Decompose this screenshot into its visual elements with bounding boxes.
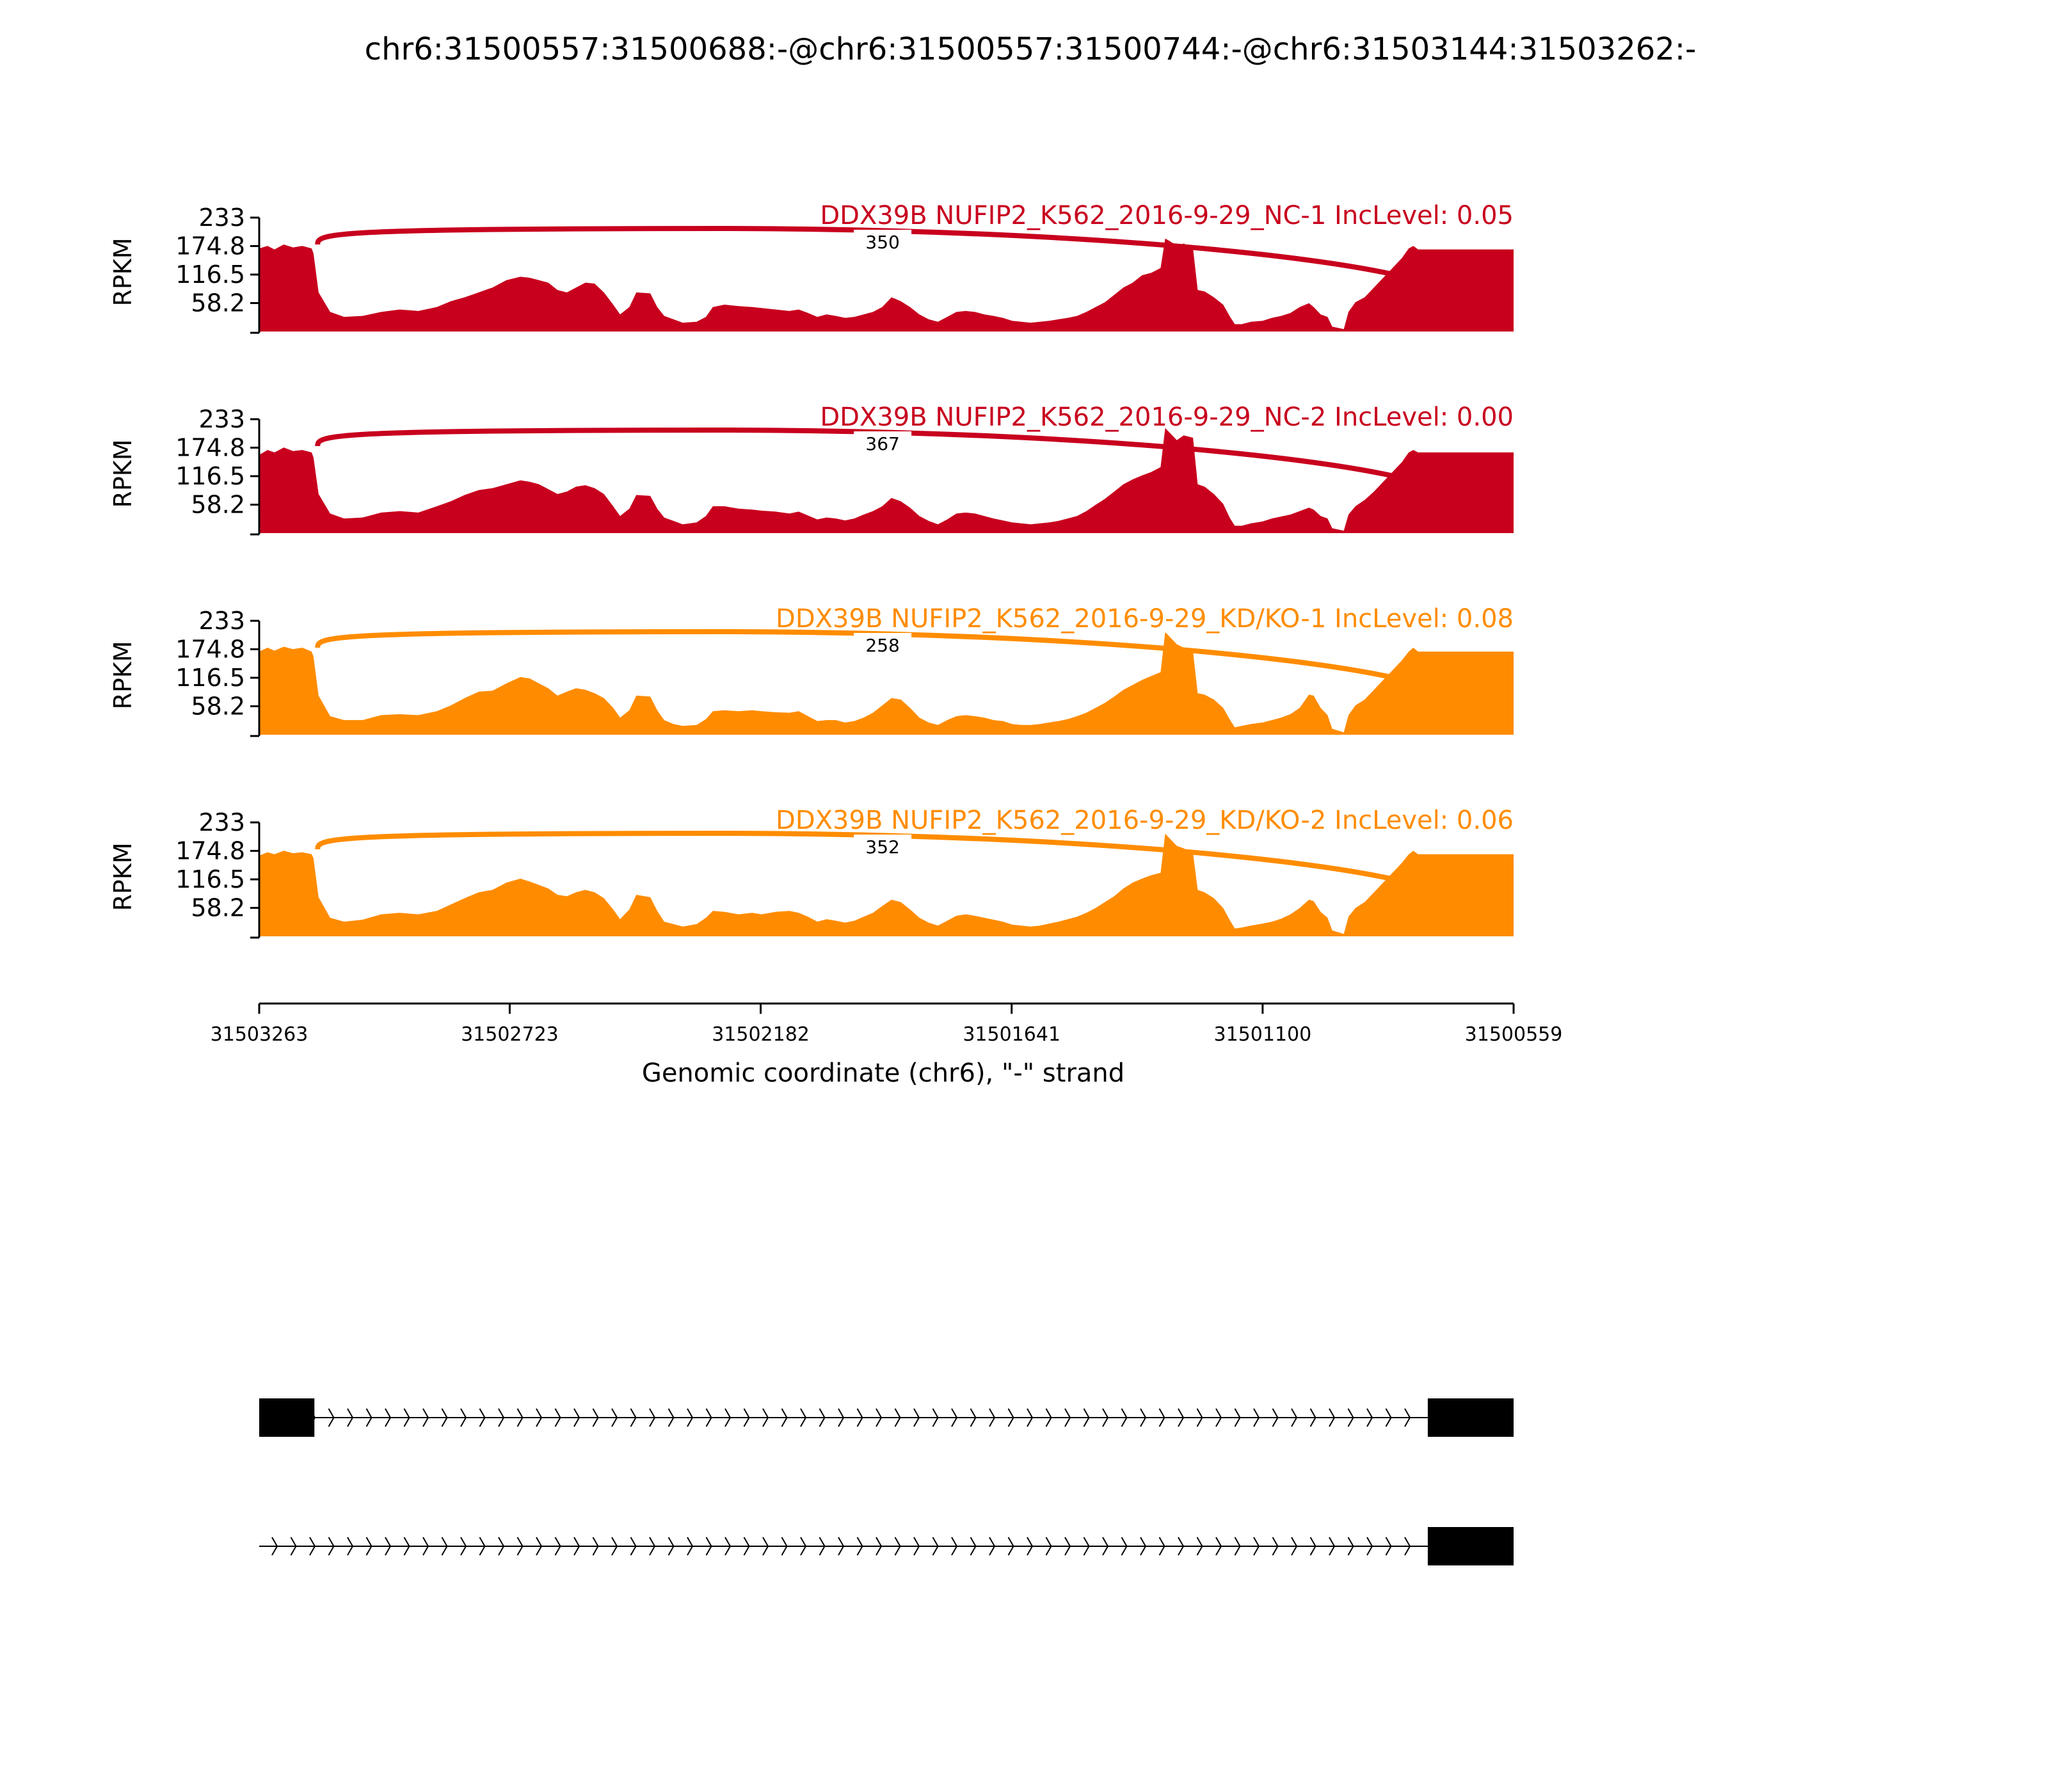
x-axis xyxy=(211,1004,1563,1046)
y-tick-label: 174.8 xyxy=(175,433,245,462)
coverage-track xyxy=(109,403,1514,534)
y-tick-label: 233 xyxy=(198,204,245,232)
y-tick-label: 233 xyxy=(198,405,245,433)
x-tick-label: 31502182 xyxy=(712,1023,810,1046)
isoform-model xyxy=(259,1527,1514,1565)
y-tick-label: 116.5 xyxy=(175,865,245,893)
x-tick-label: 31503263 xyxy=(210,1023,308,1046)
y-axis-label: RPKM xyxy=(109,237,137,307)
y-tick-label: 174.8 xyxy=(175,635,245,664)
track-label: DDX39B NUFIP2_K562_2016-9-29_KD/KO-2 IncLevel: 0.06 xyxy=(776,806,1514,835)
exon-block xyxy=(1428,1398,1514,1437)
y-tick-label: 116.5 xyxy=(175,664,245,692)
y-tick-label: 58.2 xyxy=(191,289,245,317)
exon-block xyxy=(1428,1527,1514,1565)
y-tick-label: 58.2 xyxy=(191,692,245,721)
y-tick-label: 174.8 xyxy=(175,836,245,865)
y-axis-label: RPKM xyxy=(109,641,137,710)
y-tick-label: 233 xyxy=(198,607,245,635)
isoform-model xyxy=(259,1398,1514,1437)
y-tick-label: 116.5 xyxy=(175,260,245,289)
y-tick-label: 58.2 xyxy=(191,893,245,922)
coverage-track xyxy=(109,604,1514,736)
y-tick-label: 174.8 xyxy=(175,232,245,260)
y-tick-label: 58.2 xyxy=(191,490,245,519)
x-tick-label: 31501100 xyxy=(1213,1023,1312,1046)
y-tick-label: 233 xyxy=(198,808,245,836)
coverage-track xyxy=(109,201,1514,333)
exon-block xyxy=(259,1398,314,1437)
chart-title: chr6:31500557:31500688:-@chr6:31500557:31500744:-@chr6:31503144:31503262:- xyxy=(364,31,1697,67)
isoform-tracks xyxy=(259,1398,1514,1565)
junction-count-label: 367 xyxy=(865,433,900,454)
coverage-track xyxy=(109,806,1514,938)
junction-count-label: 352 xyxy=(865,836,900,858)
junction-count-label: 258 xyxy=(865,635,900,656)
junction-count-label: 350 xyxy=(865,232,900,253)
track-label: DDX39B NUFIP2_K562_2016-9-29_KD/KO-1 IncLevel: 0.08 xyxy=(776,604,1514,634)
y-axis-label: RPKM xyxy=(109,842,137,911)
x-tick-label: 31501641 xyxy=(963,1023,1061,1046)
y-axis-label: RPKM xyxy=(109,439,137,508)
x-axis-label: Genomic coordinate (chr6), "-" strand xyxy=(641,1059,1125,1088)
track-label: DDX39B NUFIP2_K562_2016-9-29_NC-2 IncLevel: 0.00 xyxy=(820,403,1514,432)
x-tick-label: 31500559 xyxy=(1464,1023,1563,1046)
y-tick-label: 116.5 xyxy=(175,462,245,490)
track-label: DDX39B NUFIP2_K562_2016-9-29_NC-1 IncLevel: 0.05 xyxy=(820,201,1514,230)
x-tick-label: 31502723 xyxy=(461,1023,559,1046)
sashimi-tracks xyxy=(109,201,1514,938)
